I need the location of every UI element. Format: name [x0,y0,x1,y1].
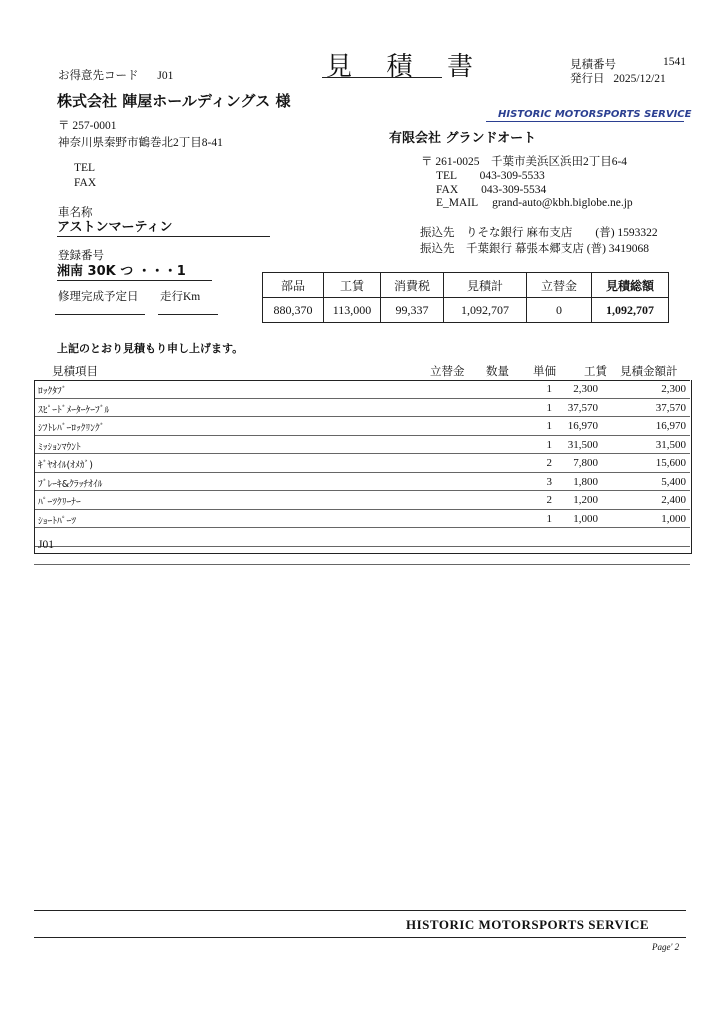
item-name: ｷﾞﾔｵｲﾙ(ｵﾒｶﾞ) [38,460,93,471]
item-unit-price: 31,500 [567,438,598,451]
vehicle-name-label: 車名称 [58,207,93,219]
totals-advance: 0 [527,298,592,323]
customer-address: 神奈川県秦野市鶴巻北2丁目8-41 [58,137,223,149]
totals-header-labor: 工賃 [324,273,381,298]
bank-account-2: 振込先 千葉銀行 幕張本郷支店 (普) 3419068 [420,243,650,255]
item-qty: 1 [546,383,552,395]
items-list [34,380,690,565]
item-amount: 2,300 [661,383,686,395]
completion-date-field [55,314,145,315]
company-tel: TEL 043-309-5533 [436,170,545,182]
customer-code-line [58,67,173,83]
item-amount: 37,570 [655,401,686,414]
page-number: Page' 2 [652,942,680,952]
registration-number: 湘南 30K つ ・・・1 [57,260,212,281]
document-title: 見 積 書 [326,52,488,81]
brand-underline [486,121,684,122]
customer-name: 株式会社 陣屋ホールディングス 様 [57,92,291,110]
item-amount: 16,970 [655,420,686,432]
item-amount: 2,400 [661,494,686,506]
items-header-unit-price: 単価 [533,366,556,378]
totals-tax: 99,337 [381,298,444,323]
items-header-amount: 見積金額計 [620,366,678,378]
table-row [34,510,690,529]
totals-header-advance: 立替金 [527,273,592,298]
mileage-label: 走行Km [160,291,201,303]
totals-header-subtotal: 見積計 [444,273,527,298]
item-name: ｼｮｰﾄﾊﾟｰﾂ [38,515,77,527]
item-qty: 1 [546,401,552,414]
table-row [34,473,690,492]
item-unit-price: 1,800 [573,475,598,488]
item-amount: 31,500 [655,438,686,451]
totals-parts: 880,370 [263,298,324,323]
item-qty: 1 [546,512,552,525]
table-row [34,436,690,455]
completion-date-label: 修理完成予定日 [58,291,139,303]
company-address: 〒 261-0025 千葉市美浜区浜田2丁目6-4 [421,156,628,168]
empty-row [34,547,690,566]
company-name: 有限会社 グランドオート [389,131,537,146]
totals-grand-total: 1,092,707 [592,298,669,323]
table-row [34,399,690,418]
totals-value-row [263,298,669,323]
customer-code-label: お得意先コード [58,70,139,82]
item-unit-price: 1,000 [573,512,598,525]
table-row [34,491,690,510]
footer-brand: HISTORIC MOTORSPORTS SERVICE [406,917,650,932]
estimate-statement: 上記のとおり見積もり申し上げます。 [57,342,244,355]
issue-date-line [570,70,666,86]
bank-account-1: 振込先 りそな銀行 麻布支店 (普) 1593322 [420,227,658,239]
item-name: ｼﾌﾄﾚﾊﾞｰﾛｯｸﾘﾝｸﾞ [38,423,105,434]
items-header-name: 見積項目 [52,366,98,378]
totals-header-row [263,273,669,298]
table-row [34,380,690,399]
totals-table [262,272,669,323]
item-name: ﾐｯｼｮﾝﾏｳﾝﾄ [38,441,81,453]
item-amount: 15,600 [655,457,686,469]
customer-postal: 〒 257-0001 [58,120,117,132]
title-underline [322,77,442,78]
customer-fax-label: FAX [74,177,97,189]
issue-date-label: 発行日 [570,73,605,85]
item-amount: 5,400 [661,475,686,488]
estimate-number: 1541 [663,56,686,68]
mileage-field [158,314,218,315]
totals-labor: 113,000 [324,298,381,323]
brand-name: HISTORIC MOTORSPORTS SERVICE [498,109,692,120]
item-name: ﾊﾟｰﾂｸﾘｰﾅｰ [38,497,81,508]
item-name: ﾌﾞﾚｰｷ&ｸﾗｯﾁｵｲﾙ [38,478,103,490]
items-note: J01 [38,539,54,551]
item-qty: 2 [546,457,552,469]
items-header-advance: 立替金 [430,366,465,378]
totals-subtotal: 1,092,707 [444,298,527,323]
totals-header-tax: 消費税 [381,273,444,298]
items-header-labor: 工賃 [584,366,607,378]
issue-date: 2025/12/21 [613,73,666,85]
items-header [34,362,690,381]
customer-code: J01 [157,70,174,82]
item-name: ﾛｯｸﾀﾌﾞ [38,386,67,397]
totals-header-parts: 部品 [263,273,324,298]
item-name: ｽﾋﾟｰﾄﾞﾒｰﾀｰｹｰﾌﾞﾙ [38,404,110,416]
vehicle-name: アストンマーティン [57,216,270,237]
table-row [34,417,690,436]
item-qty: 1 [546,438,552,451]
item-amount: 1,000 [661,512,686,525]
footer-rule-top [34,910,686,911]
item-qty: 1 [546,420,552,432]
item-unit-price: 7,800 [573,457,598,469]
item-unit-price: 1,200 [573,494,598,506]
totals-header-grand-total: 見積総額 [592,273,669,298]
item-qty: 3 [546,475,552,488]
estimate-number-label: 見積番号 [570,59,616,71]
footer-rule-bottom [34,937,686,938]
item-unit-price: 2,300 [573,383,598,395]
item-unit-price: 37,570 [567,401,598,414]
customer-tel-label: TEL [74,162,96,174]
empty-row [34,528,690,547]
company-fax: FAX 043-309-5534 [436,184,547,196]
item-unit-price: 16,970 [567,420,598,432]
company-email: E_MAIL grand-auto@kbh.biglobe.ne.jp [436,197,633,209]
table-row [34,454,690,473]
registration-label: 登録番号 [58,250,104,262]
items-header-qty: 数量 [486,366,509,378]
item-qty: 2 [546,494,552,506]
